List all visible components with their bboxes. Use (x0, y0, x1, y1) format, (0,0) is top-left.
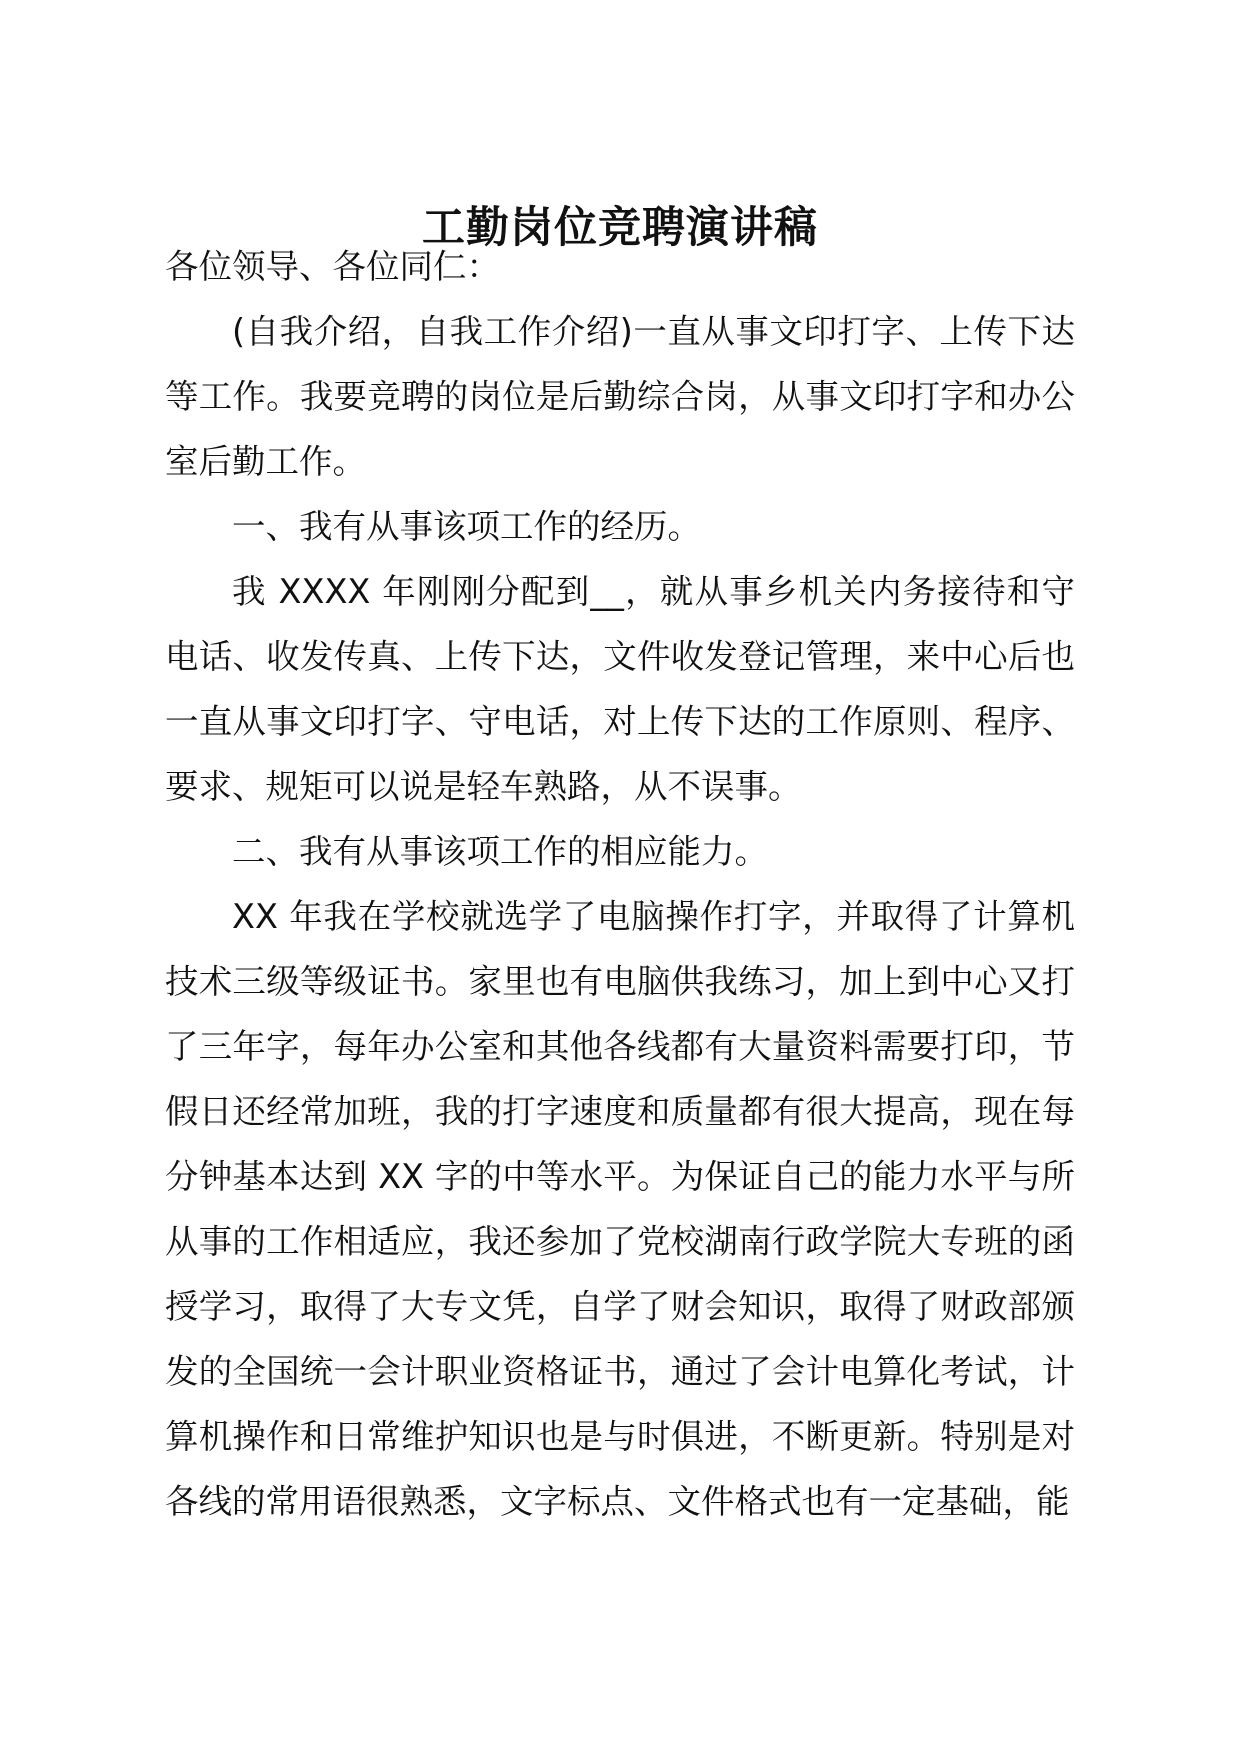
paragraph-experience: 我 XXXX 年刚刚分配到__，就从事乡机关内务接待和守电话、收发传真、上传下达，文件收发登记管理，来中心后也一直从事文印打字、守电话，对上传下达的工作原则、程序、要求、规矩可以说是轻车熟路，从不误事。 (165, 572, 1075, 806)
section-heading-experience: 一、我有从事该项工作的经历。 (232, 507, 701, 546)
document-body (165, 234, 1075, 1534)
section-heading-ability: 二、我有从事该项工作的相应能力。 (232, 832, 768, 871)
paragraph-intro: (自我介绍，自我工作介绍)一直从事文印打字、上传下达等工作。我要竞聘的岗位是后勤综合岗，从事文印打字和办公室后勤工作。 (165, 312, 1075, 481)
salutation: 各位领导、各位同仁： (165, 247, 500, 286)
document-title: 工勤岗位竞聘演讲稿 (422, 203, 818, 253)
paragraph-ability: XX 年我在学校就选学了电脑操作打字，并取得了计算机技术三级等级证书。家里也有电脑供我练习，加上到中心又打了三年字，每年办公室和其他各线都有大量资料需要打印，节假日还经常加班，我的打字速度和质量都有很大提高，现在每分钟基本达到 XX 字的中等水平。为保证自己的能力水平与所从事的工作相适应，我还参加了党校湖南行政学院大专班的函授学习，取得了大专文凭，自学了财会知识，取得了财政部颁发的全国统一会计职业资格证书，通过了会计电算化考试，计算机操作和日常维护知识也是与时俱进，不断更新。特别是对各线的常用语很熟悉，文字标点、文件格式也有一定基础，能 (165, 897, 1075, 1521)
